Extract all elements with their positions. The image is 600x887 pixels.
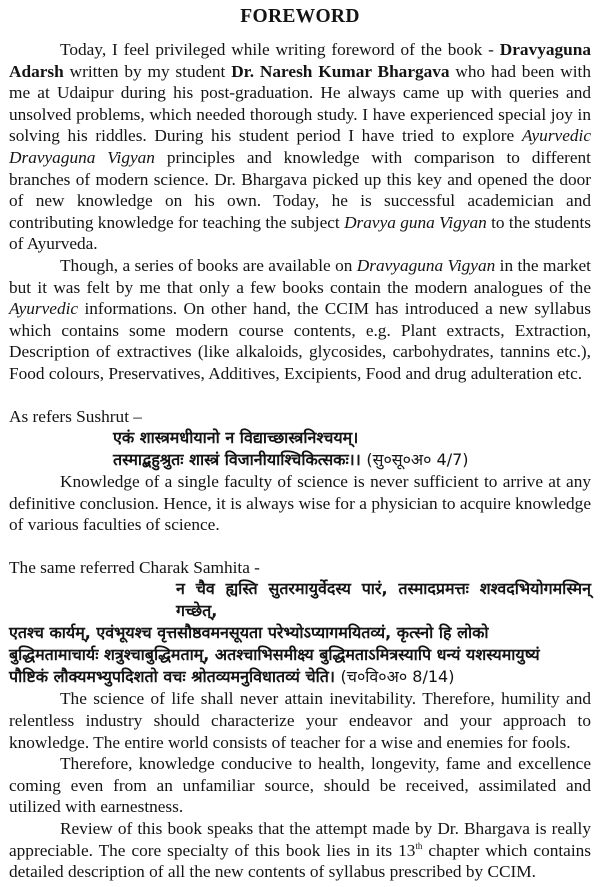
sushrut-intro: As refers Sushrut – xyxy=(9,406,142,426)
charak-intro: The same referred Charak Samhita - xyxy=(9,557,260,577)
paragraph-review xyxy=(9,818,591,883)
verse-line: एतश्च कार्यम्, एवंभूयश्च वृत्तसौष्ठवमनसूयता परेभ्योऽप्यागमयितव्यं, कृत्स्नो हि लोको xyxy=(9,623,489,643)
italic-term: Ayurvedic Dravyaguna Vigyan xyxy=(9,126,591,167)
italic-term: Ayurvedic xyxy=(9,299,79,319)
text: Today, I feel privileged while writing foreword of the book - xyxy=(60,40,500,59)
verse-text: पौष्टिकं लौक्यमभ्युपदिशतो वचः श्रोतव्यमनुविधातव्यं चेति। xyxy=(9,667,335,687)
page-title: FOREWORD xyxy=(240,6,360,27)
ordinal-suffix: th xyxy=(415,840,423,851)
paragraph-syllabus xyxy=(9,255,591,385)
text: written by my student xyxy=(63,61,232,81)
verse-line: न चैव ह्यस्ति सुतरमायुर्वेदस्य पारं, तस्मादप्रमत्तः शश्वदभियोगमस्मिन् गच्छेत्, xyxy=(176,579,591,621)
text: Review of this book speaks that the attempt made by Dr. Bhargava is really appreciable. The core specialty of this book lies in its 13 xyxy=(9,819,591,860)
text: principles and knowledge with comparison to different branches of modern science. Dr. Bhargava picked up this key and opened the door of new knowledge on his own. Today, he is successful academician and contributing knowledge for teaching the subject xyxy=(9,147,591,232)
verse-line xyxy=(113,449,591,471)
text: Though, a series of books are available on xyxy=(60,255,357,275)
text: informations. On other hand, the CCIM has introduced a new syllabus which contains some modern course contents, e.g. Plant extracts, Extraction, Description of extractives (like alkaloids, glycosides, carbohydrates, tannins etc.), Food colours, Preservatives, Additives, Excipients, Food and drug adulteration etc. xyxy=(9,299,591,383)
verse-line: एकं शास्त्रमधीयानो न विद्याच्छास्त्रनिश्चयम्। xyxy=(113,428,359,448)
italic-term: Dravya guna Vigyan xyxy=(344,212,487,232)
author-name: Dr. Naresh Kumar Bhargava xyxy=(231,61,450,81)
verse-line xyxy=(9,666,591,688)
verse-text: तस्माद्बहुश्रुतः शास्त्रं विजानीयाश्चिकित्सकः।। xyxy=(113,450,361,470)
verse-reference: (च०वि०अ० 8/14) xyxy=(340,667,455,687)
paragraph-knowledge: Knowledge of a single faculty of science is never sufficient to arrive at any definitive conclusion. Hence, it is always wise for a physician to acquire knowledge of various faculties of science. xyxy=(9,472,591,535)
book-title: Dravyaguna Adarsh xyxy=(9,40,591,81)
text: to the students of Ayurveda. xyxy=(9,212,591,254)
spacer xyxy=(9,385,591,406)
italic-term: Dravyaguna Vigyan xyxy=(356,255,496,275)
text: chapter which contains detailed description of all the new contents of syllabus prescribed by CCIM. xyxy=(9,840,591,882)
text: in the market but it was felt by me that only a few books contain the modern analogues of the xyxy=(9,255,591,297)
charak-verse xyxy=(9,578,591,688)
paragraph-science-of-life: The science of life shall never attain inevitability. Therefore, humility and relentless industry should characterize your endeavor and your approach to knowledge. The entire world consists of teacher for a wise and enemies for fools. xyxy=(9,689,591,752)
verse-reference: (सु०सू०अ० 4/7) xyxy=(366,450,469,470)
verse-line: बुद्धिमतामाचार्यः शत्रुश्चाबुद्धिमताम्, अतश्चाभिसमीक्ष्य बुद्धिमताऽमित्रस्यापि धन्यं यशस्यमायुष्यं xyxy=(9,645,540,665)
sushrut-verse xyxy=(9,427,591,471)
spacer xyxy=(9,536,591,557)
paragraph-knowledge-conducive: Therefore, knowledge conducive to health, longevity, fame and excellence coming even from an unfamiliar source, should be received, assimilated and utilized with earnestness. xyxy=(9,754,591,817)
text: who had been with me at Udaipur during his post-graduation. He always came up with queries and unsolved problems, which needed thorough study. I have experienced special joy in solving his riddles. During his student period I have tried to explore xyxy=(9,61,591,146)
paragraph-intro xyxy=(9,39,591,255)
